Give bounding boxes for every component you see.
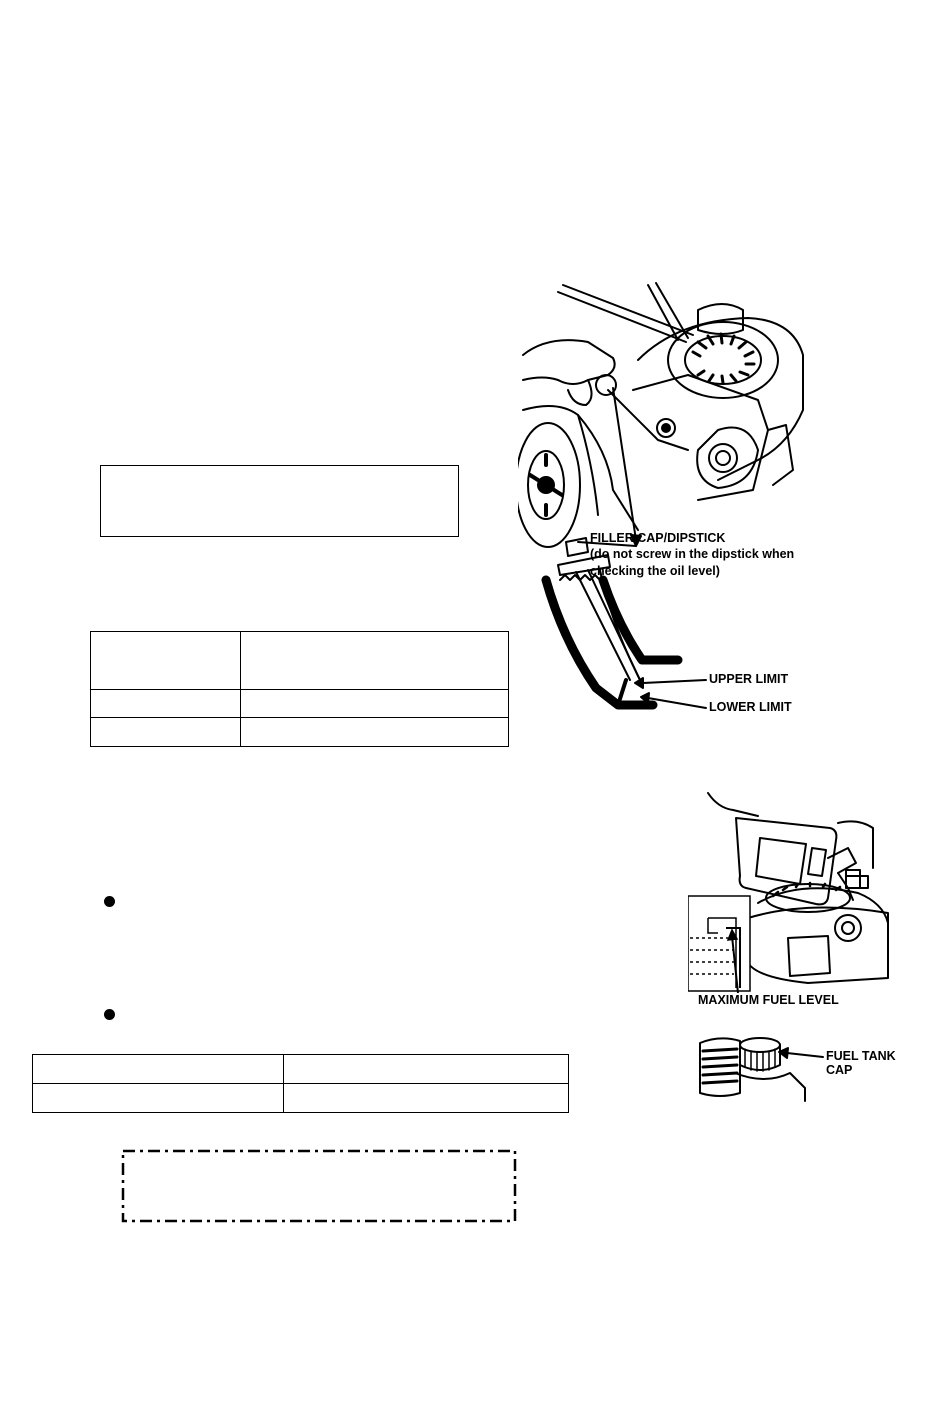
warning-box [120, 1148, 518, 1224]
table-cell [33, 1055, 284, 1084]
table-row [33, 1055, 569, 1084]
bullet-icon [104, 896, 115, 907]
fuel-can-pouring-illustration [688, 788, 893, 993]
filler-cap-label: FILLER CAP/DIPSTICK [590, 531, 726, 545]
table-cell [91, 718, 241, 747]
fuel-tank-cap-illustration [695, 1033, 825, 1103]
table-cell [241, 632, 509, 690]
table-cell [284, 1055, 569, 1084]
table-cell [91, 632, 241, 690]
oil-spec-table [90, 631, 509, 747]
lower-limit-label: LOWER LIMIT [709, 700, 792, 714]
fuel-spec-table [32, 1054, 569, 1113]
table-cell [284, 1084, 569, 1113]
table-cell [241, 718, 509, 747]
max-fuel-level-label: MAXIMUM FUEL LEVEL [698, 993, 839, 1007]
table-row [33, 1084, 569, 1113]
filler-cap-note: (do not screw in the dipstick when checking the oil level) [590, 547, 795, 578]
table-cell [33, 1084, 284, 1113]
upper-limit-label: UPPER LIMIT [709, 672, 789, 686]
bullet-icon [104, 1009, 115, 1020]
fuel-tank-cap-label: FUEL TANK CAP [826, 1049, 896, 1077]
table-row [91, 632, 509, 690]
table-cell [91, 690, 241, 718]
mower-oil-dipstick-illustration [518, 280, 808, 730]
table-row [91, 690, 509, 718]
table-row [91, 718, 509, 747]
note-box [100, 465, 459, 537]
table-cell [241, 690, 509, 718]
